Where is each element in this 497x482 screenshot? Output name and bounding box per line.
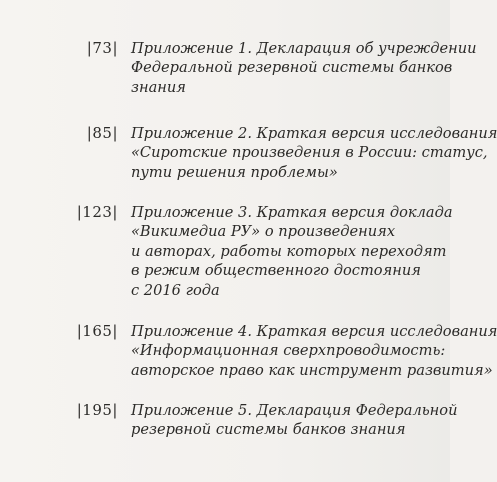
page-number: |123| (76, 203, 118, 221)
entry-title (131, 203, 453, 300)
appendix-label: Приложение 2. (131, 125, 252, 142)
entry-line (131, 401, 458, 420)
page-number: |73| (86, 39, 118, 57)
title-line: Декларация об учреждении (256, 40, 477, 57)
entry-line (131, 203, 453, 222)
entry-title (131, 401, 458, 440)
page-number: |195| (76, 401, 118, 419)
appendix-label: Приложение 5. (131, 402, 252, 419)
entry-line (131, 39, 477, 58)
title-line: Краткая версия исследования (256, 125, 497, 142)
title-line: авторское право как инструмент развития» (131, 361, 493, 379)
entry-title (131, 124, 497, 182)
title-line: Краткая версия доклада (256, 204, 453, 221)
page-number: |85| (86, 124, 118, 142)
appendix-label: Приложение 3. (131, 204, 252, 221)
title-line: и авторах, работы которых переходят (131, 242, 447, 260)
title-line: знания (131, 78, 186, 96)
entry-title (131, 322, 497, 380)
title-line: резервной системы банков знания (131, 421, 406, 439)
entry-title (131, 39, 477, 97)
appendix-label: Приложение 1. (131, 40, 252, 57)
title-line: «Информационная сверхпроводимость: (131, 342, 446, 360)
title-line: в режим общественного достояния (131, 262, 421, 280)
title-line: Федеральной резервной системы банков (131, 59, 453, 77)
title-line: пути решения проблемы» (131, 163, 338, 181)
title-line: «Викимедиа РУ» о произведениях (131, 223, 396, 241)
page-number: |165| (76, 322, 118, 340)
title-line: с 2016 года (131, 281, 220, 299)
appendix-label: Приложение 4. (131, 323, 252, 340)
entry-line (131, 322, 497, 341)
entry-line (131, 124, 497, 143)
title-line: «Сиротские произведения в России: статус, (131, 144, 488, 162)
title-line: Декларация Федеральной (256, 402, 458, 419)
title-line: Краткая версия исследования (256, 323, 497, 340)
